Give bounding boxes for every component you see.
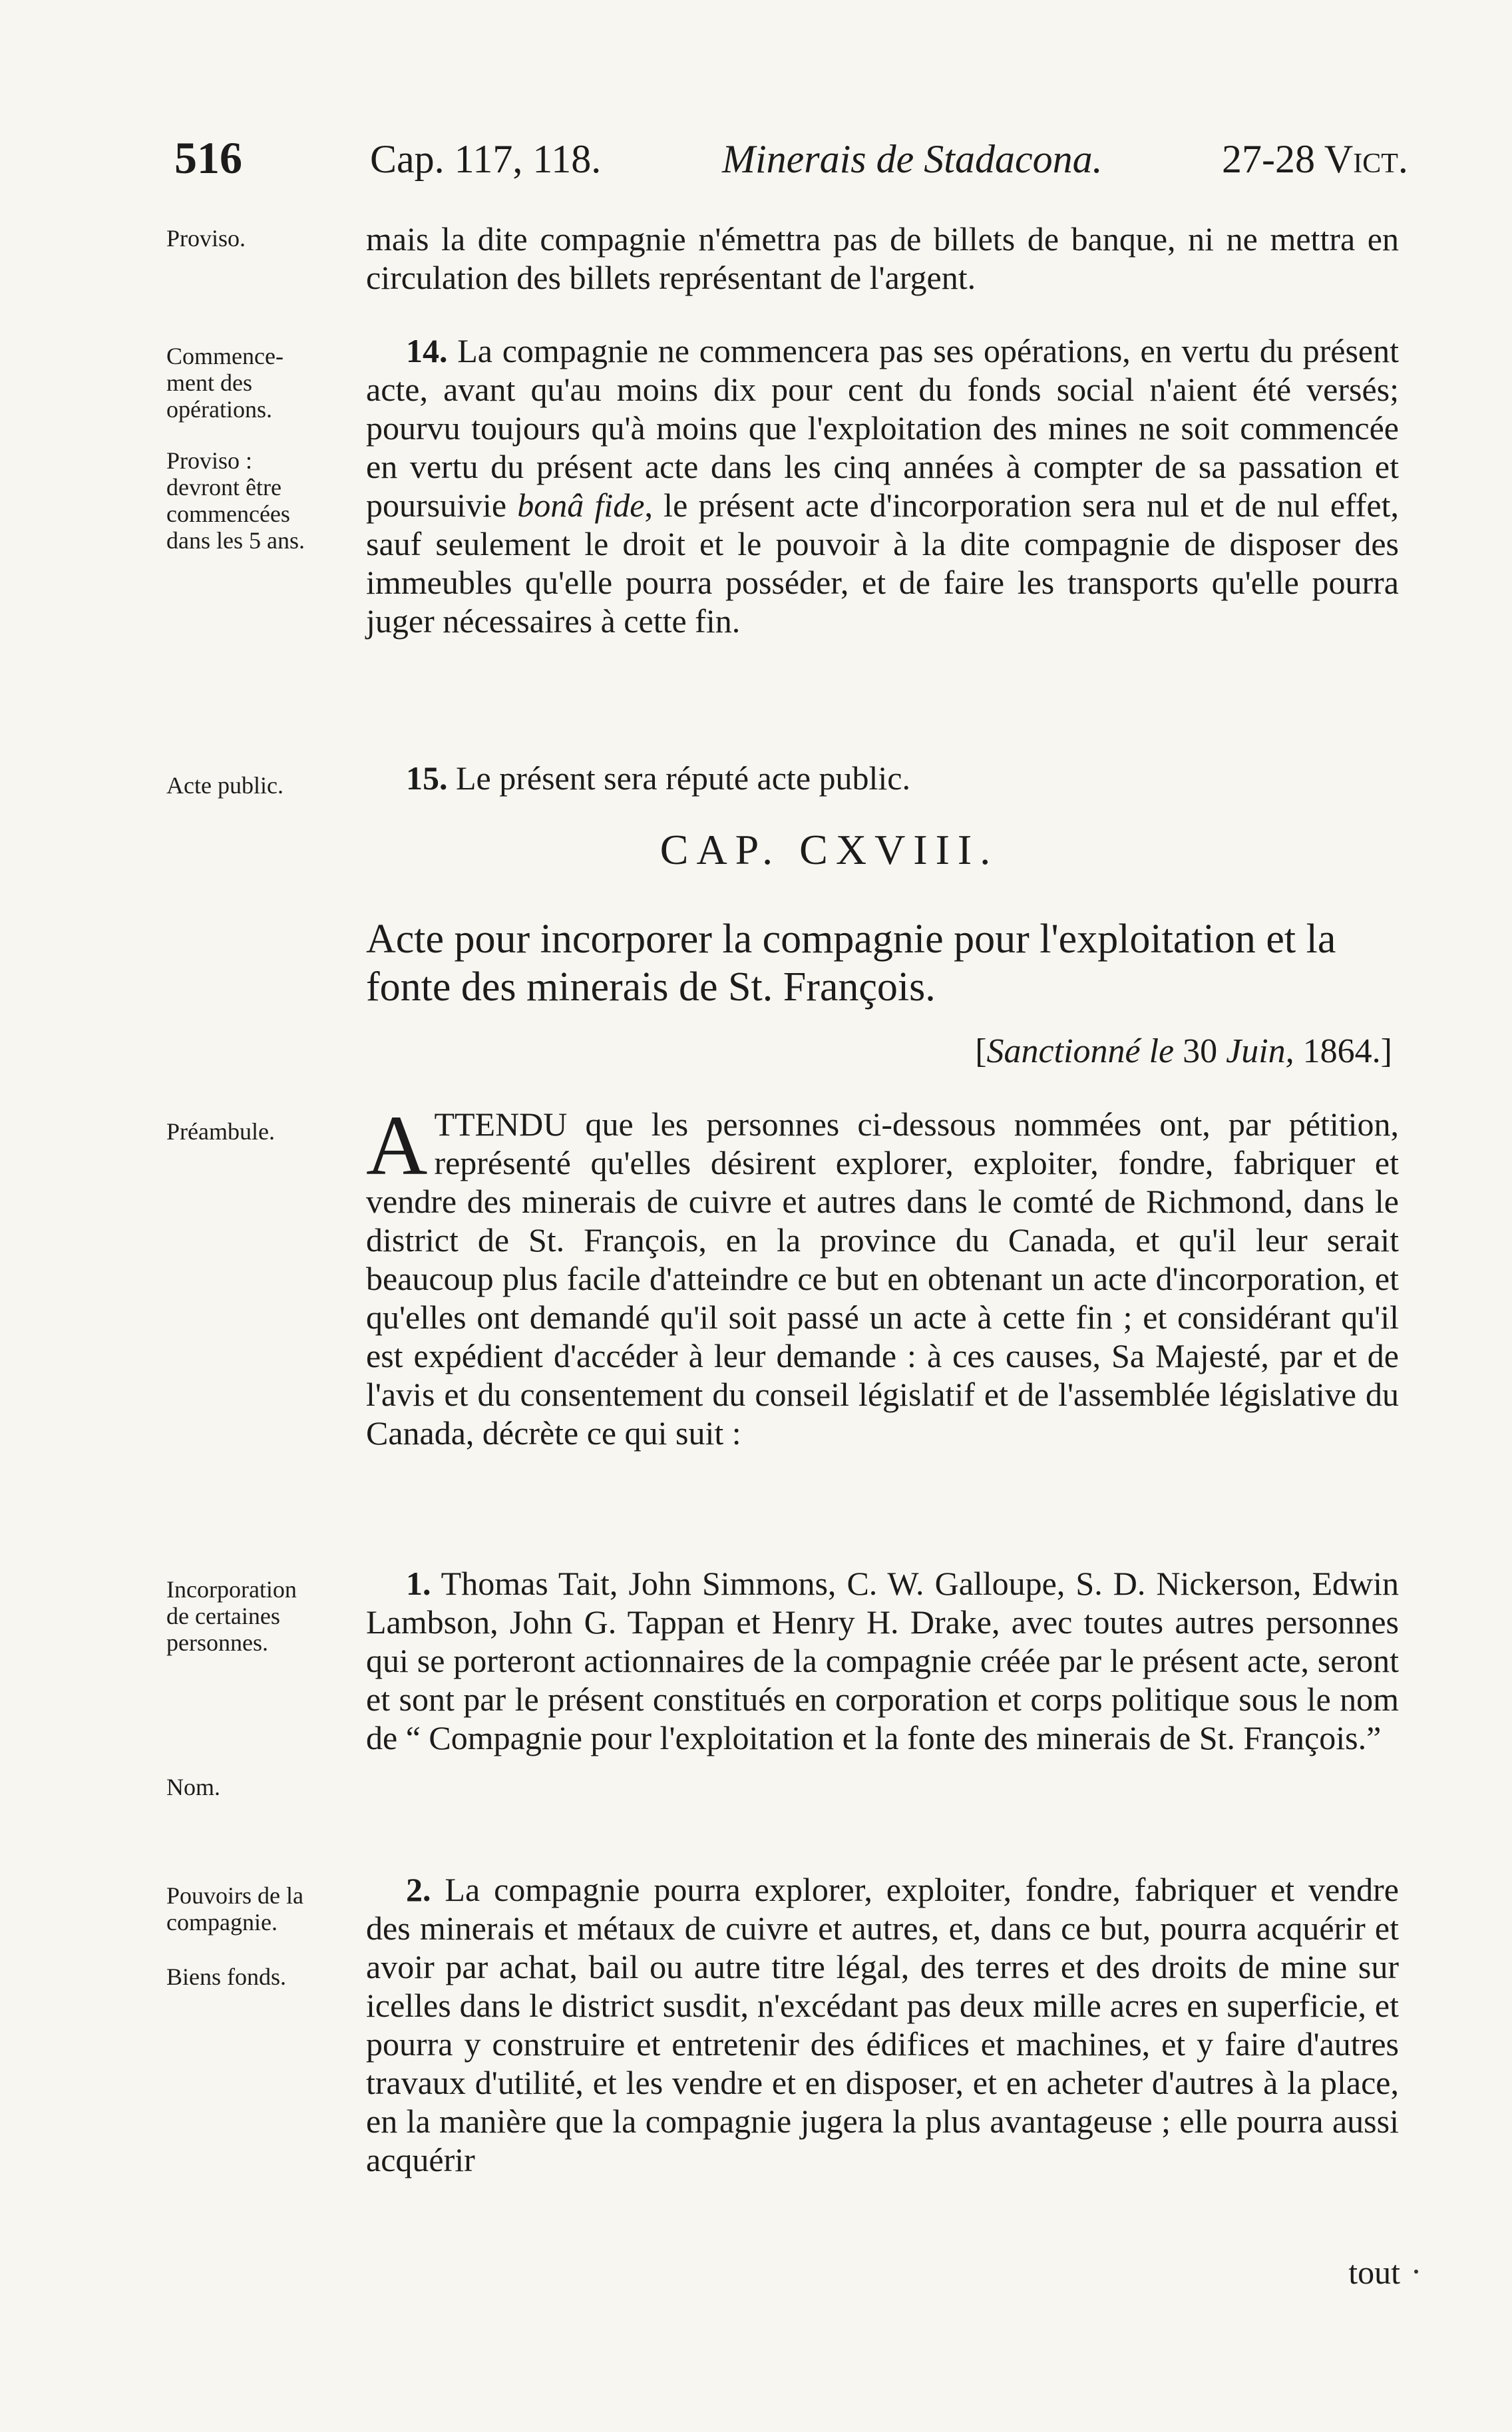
sanction-open-bracket: [ [975,1032,987,1070]
section-1-text: Thomas Tait, John Simmons, C. W. Galloupe, S. D. Nickerson, Edwin Lambson, John G. Tappan et Henry H. Drake, avec toutes autres personnes qui se porteront actionnaires de la compagnie créée par le présent acte, seront et sont par le présent constitués en corporation et corps politique sous le nom de “ Compagnie pour l'exploitation et la fonte des minerais de St. François.” [366,1565,1399,1756]
section-14-text: La compagnie ne commencera pas ses opérations, en vertu du présent acte, avant qu'au moins dix pour cent du fonds social n'aient été versés; pourvu toujours qu'à moins que l'exploitation des mines ne soit commencée en vertu du présent acte dans les cinq années à compter de sa passation et poursuivie [366,332,1400,524]
regnal-year: 27-28 Vict. [1222,137,1408,181]
sanction-label: Sanctionné le [986,1032,1175,1070]
margin-note-proviso-five-years: Proviso : devront être commencées dans les 5 ans. [166,447,305,554]
page-speck [1414,2270,1418,2274]
sanction-month: Juin, [1226,1032,1294,1070]
proviso-text: mais la dite compagnie n'émettra pas de billets de banque, ni ne mettra en circulation des billets représentant de l'argent. [366,220,1399,296]
section-15-text: Le présent sera réputé acte public. [456,759,910,797]
margin-note-proviso: Proviso. [166,225,246,252]
section-2 [366,1870,1399,2179]
chapter-reference: Cap. 117, 118. [370,137,602,181]
margin-note-nom: Nom. [166,1774,220,1800]
catchword: tout [1348,2254,1400,2291]
section-1-number: 1. [406,1565,431,1602]
section-14-number: 14. [406,332,448,369]
preamble [366,1098,1399,1452]
preamble-text: que les personnes ci-dessous nommées ont, par pétition, représenté qu'elles désirent explorer, exploiter, fondre, fabriquer et vendre des minerais de cuivre et autres dans le comté de Richmond, dans le district de St. François, en la province du Canada, et qu'il leur serait beaucoup plus facile d'atteindre ce but en obtenant un acte d'incorporation, et qu'elles ont demandé qu'il soit passé un acte à cette fin ; et considérant qu'il est expédient d'accéder à leur demande : à ces causes, Sa Majesté, par et de l'avis et du consentement du conseil législatif et de l'assemblée législative du Canada, décrète ce qui suit : [366,1106,1399,1452]
section-1 [366,1564,1399,1757]
section-14 [366,331,1399,640]
preamble-drop-cap: A [366,1098,428,1193]
section-2-text: La compagnie pourra explorer, exploiter, fondre, fabriquer et vendre des minerais et métaux de cuivre et autres, et, dans ce but, pourra acquérir et avoir par achat, bail ou autre titre légal, des terres et des droits de mine sur icelles dans le district susdit, n'excédant pas deux mille acres en superficie, et pourra y construire et entretenir des édifices et machines, et y faire d'autres travaux d'utilité, et les vendre et en disposer, et en acheter d'autres à la place, en la manière que la compagnie jugera la plus avantageuse ; elle pourra aussi acquérir [366,1871,1399,2178]
margin-note-preambule: Préambule. [166,1118,275,1145]
section-15-number: 15. [406,759,448,797]
margin-note-commencement: Commence- ment des opérations. [166,343,284,423]
margin-note-acte-public: Acte public. [166,772,284,799]
chapter-heading: CAP. CXVIII. [660,826,999,873]
sanction-day: 30 [1183,1032,1218,1070]
sanction-year: 1864.] [1302,1032,1392,1070]
section-14-text-rest: , le présent acte d'incorporation sera nul et de nul effet, sauf seulement le droit et le pouvoir à la dite compagnie de disposer des immeubles qu'elle pourra posséder, et de faire les transports qu'elle pourra juger nécessaires à cette fin. [366,487,1399,640]
section-15 [366,759,1399,797]
page-number: 516 [174,132,242,183]
section-2-number: 2. [406,1871,431,1908]
section-14-italic: bonâ fide [517,487,645,524]
margin-note-pouvoirs: Pouvoirs de la compagnie. [166,1882,303,1935]
preamble-caps: TTENDU [434,1106,568,1143]
act-title: Acte pour incorporer la compagnie pour l'exploitation et la fonte des minerais de St. François. [366,916,1336,1010]
margin-note-biens-fonds: Biens fonds. [166,1963,286,1990]
running-title: Minerais de Stadacona. [722,137,1103,181]
proviso-paragraph [366,220,1399,297]
margin-note-incorporation: Incorporation de certaines personnes. [166,1576,297,1656]
sanction-line [975,1032,1392,1071]
